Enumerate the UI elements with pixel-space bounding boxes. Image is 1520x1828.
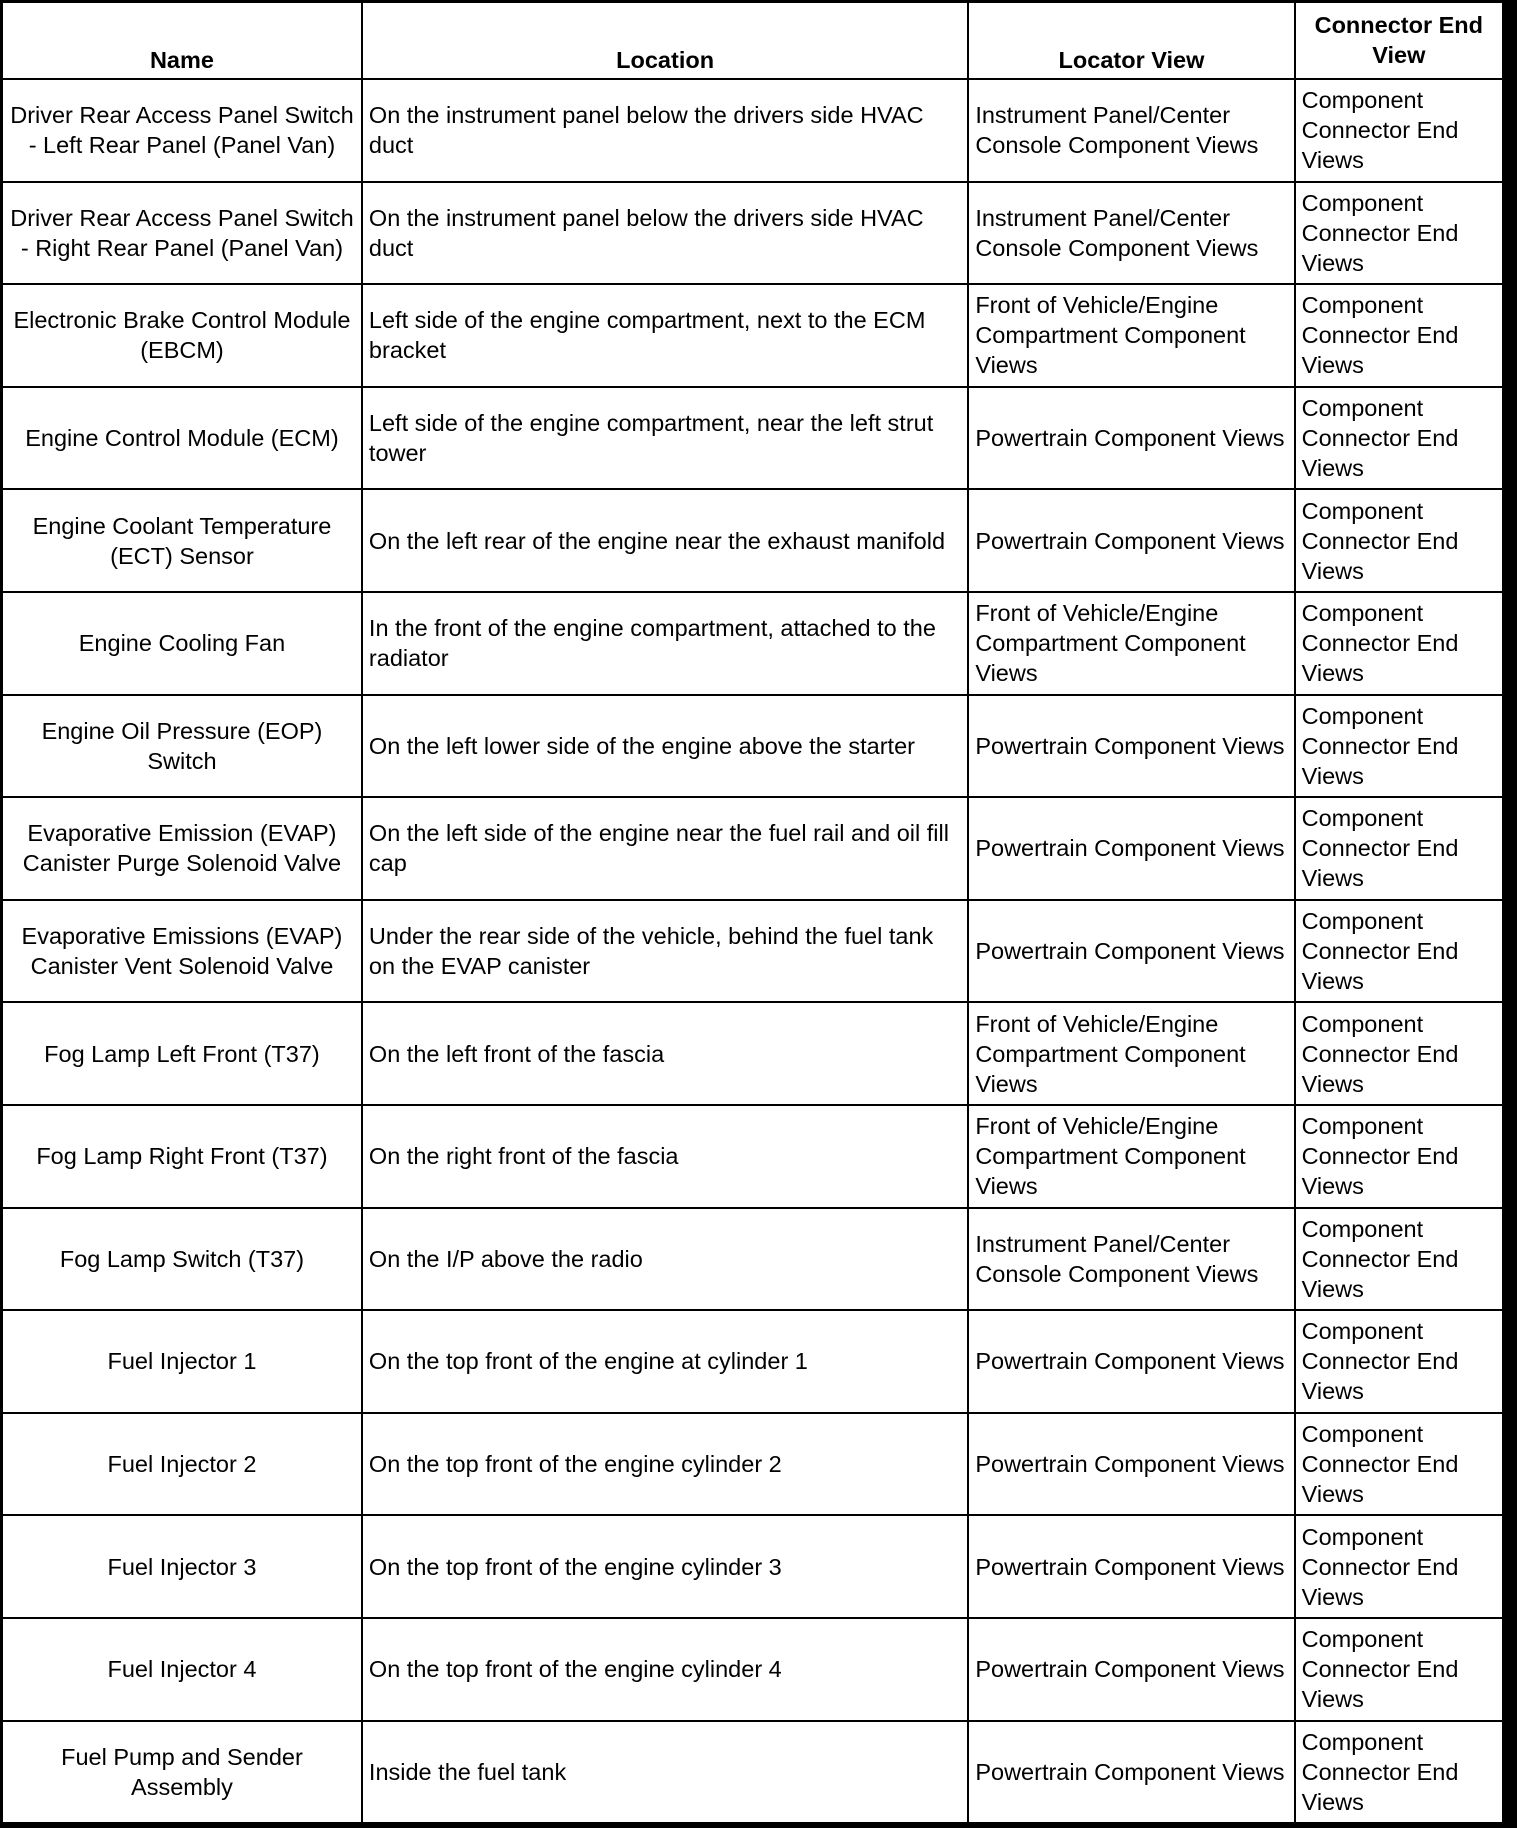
locator-view-cell: Instrument Panel/Center Console Component Views [968,1208,1294,1311]
table-row [2,695,1510,798]
table-row [2,592,1510,695]
table-row [2,1515,1510,1618]
locator-view-cell: Powertrain Component Views [968,1618,1294,1721]
location-cell: In the front of the engine compartment, attached to the radiator [362,592,968,695]
name-cell: Fuel Injector 3 [2,1515,362,1618]
header-location: Location [362,2,968,80]
connector-end-view-cell: Component Connector End Views [1295,1208,1510,1311]
connector-end-view-cell: Component Connector End Views [1295,1515,1510,1618]
locator-view-cell: Powertrain Component Views [968,695,1294,798]
connector-end-view-cell: Component Connector End Views [1295,1310,1510,1413]
name-cell: Electronic Brake Control Module (EBCM) [2,284,362,387]
locator-view-cell: Powertrain Component Views [968,1721,1294,1826]
name-cell: Driver Rear Access Panel Switch - Right Rear Panel (Panel Van) [2,182,362,285]
table-row [2,1002,1510,1105]
location-cell: On the top front of the engine at cylinder 1 [362,1310,968,1413]
name-cell: Fuel Injector 2 [2,1413,362,1516]
name-cell: Fuel Injector 1 [2,1310,362,1413]
name-cell: Driver Rear Access Panel Switch - Left Rear Panel (Panel Van) [2,79,362,182]
location-cell: On the top front of the engine cylinder 2 [362,1413,968,1516]
table-row [2,1721,1510,1826]
connector-end-view-cell: Component Connector End Views [1295,489,1510,592]
location-cell: On the I/P above the radio [362,1208,968,1311]
name-cell: Fog Lamp Switch (T37) [2,1208,362,1311]
locator-view-cell: Front of Vehicle/Engine Compartment Component Views [968,592,1294,695]
header-connector-end-view: Connector End View [1295,2,1510,80]
connector-end-view-cell: Component Connector End Views [1295,1413,1510,1516]
connector-end-view-cell: Component Connector End Views [1295,1105,1510,1208]
connector-end-view-cell: Component Connector End Views [1295,284,1510,387]
connector-end-view-cell: Component Connector End Views [1295,79,1510,182]
table-row [2,1105,1510,1208]
name-cell: Fuel Pump and Sender Assembly [2,1721,362,1826]
table-row [2,1618,1510,1721]
location-cell: On the right front of the fascia [362,1105,968,1208]
location-cell: On the top front of the engine cylinder 4 [362,1618,968,1721]
locator-view-cell: Front of Vehicle/Engine Compartment Component Views [968,1002,1294,1105]
locator-view-cell: Powertrain Component Views [968,900,1294,1003]
locator-view-cell: Powertrain Component Views [968,797,1294,900]
table-row [2,797,1510,900]
name-cell: Engine Coolant Temperature (ECT) Sensor [2,489,362,592]
name-cell: Evaporative Emission (EVAP) Canister Purge Solenoid Valve [2,797,362,900]
locator-view-cell: Instrument Panel/Center Console Component Views [968,182,1294,285]
connector-end-view-cell: Component Connector End Views [1295,592,1510,695]
locator-view-cell: Powertrain Component Views [968,1310,1294,1413]
connector-end-view-cell: Component Connector End Views [1295,1002,1510,1105]
table-row [2,1413,1510,1516]
table-row [2,79,1510,182]
connector-end-view-cell: Component Connector End Views [1295,387,1510,490]
table-row [2,900,1510,1003]
header-locator-view: Locator View [968,2,1294,80]
name-cell: Engine Control Module (ECM) [2,387,362,490]
location-cell: On the instrument panel below the drivers side HVAC duct [362,182,968,285]
header-name: Name [2,2,362,80]
name-cell: Fog Lamp Left Front (T37) [2,1002,362,1105]
location-cell: On the left rear of the engine near the exhaust manifold [362,489,968,592]
location-cell: On the left lower side of the engine above the starter [362,695,968,798]
locator-view-cell: Powertrain Component Views [968,489,1294,592]
connector-end-view-cell: Component Connector End Views [1295,797,1510,900]
location-cell: Inside the fuel tank [362,1721,968,1826]
location-cell: On the left side of the engine near the fuel rail and oil fill cap [362,797,968,900]
location-cell: On the left front of the fascia [362,1002,968,1105]
locator-view-cell: Front of Vehicle/Engine Compartment Component Views [968,1105,1294,1208]
connector-end-view-cell: Component Connector End Views [1295,1618,1510,1721]
connector-end-view-cell: Component Connector End Views [1295,182,1510,285]
table-row [2,1310,1510,1413]
table-row [2,1208,1510,1311]
locator-view-cell: Powertrain Component Views [968,1413,1294,1516]
name-cell: Evaporative Emissions (EVAP) Canister Vent Solenoid Valve [2,900,362,1003]
locator-view-cell: Powertrain Component Views [968,1515,1294,1618]
name-cell: Fuel Injector 4 [2,1618,362,1721]
table-row [2,182,1510,285]
table-row [2,284,1510,387]
name-cell: Fog Lamp Right Front (T37) [2,1105,362,1208]
location-cell: On the instrument panel below the drivers side HVAC duct [362,79,968,182]
connector-end-view-cell: Component Connector End Views [1295,900,1510,1003]
locator-view-cell: Powertrain Component Views [968,387,1294,490]
location-cell: Left side of the engine compartment, next to the ECM bracket [362,284,968,387]
header-row [2,2,1510,80]
location-cell: On the top front of the engine cylinder 3 [362,1515,968,1618]
name-cell: Engine Cooling Fan [2,592,362,695]
table-row [2,387,1510,490]
locator-view-cell: Instrument Panel/Center Console Component Views [968,79,1294,182]
location-cell: Under the rear side of the vehicle, behind the fuel tank on the EVAP canister [362,900,968,1003]
table-row [2,489,1510,592]
connector-end-view-cell: Component Connector End Views [1295,1721,1510,1826]
locator-view-cell: Front of Vehicle/Engine Compartment Component Views [968,284,1294,387]
name-cell: Engine Oil Pressure (EOP) Switch [2,695,362,798]
location-cell: Left side of the engine compartment, near the left strut tower [362,387,968,490]
connector-end-view-cell: Component Connector End Views [1295,695,1510,798]
